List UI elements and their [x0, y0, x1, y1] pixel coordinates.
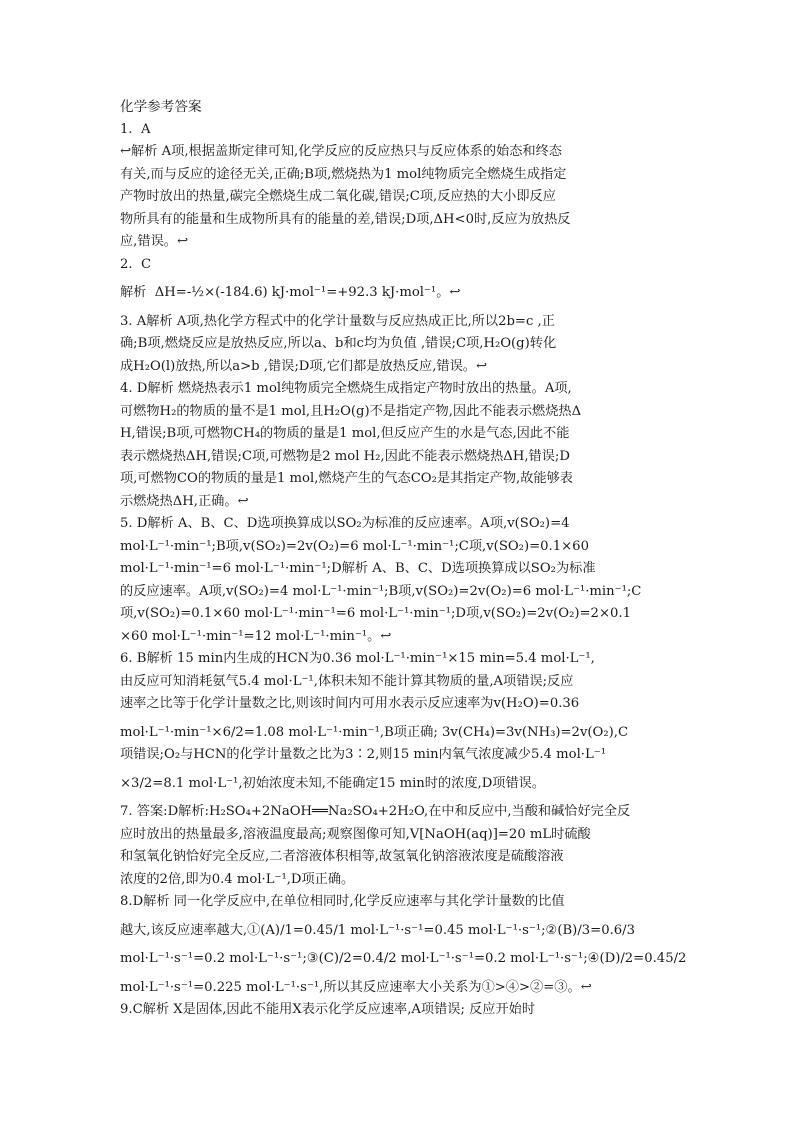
text-line: mol·L⁻¹·min⁻¹×6/2=1.08 mol·L⁻¹·min⁻¹,B项正确; 3v(CH₄)=3v(NH₃)=2v(O₂),C: [120, 724, 629, 740]
text-line: 表示燃烧热ΔH,错误;C项,可燃物是2 mol H₂,因此不能表示燃烧热ΔH,错误;D: [120, 448, 570, 464]
text-line: 解析 ΔH=-½×(-184.6) kJ·mol⁻¹=+92.3 kJ·mol⁻¹。↩: [120, 285, 461, 300]
text-line: 6. B解析 15 min内生成的HCN为0.36 mol·L⁻¹·min⁻¹×15 min=5.4 mol·L⁻¹,: [120, 651, 595, 666]
text-line: ↩解析 A项,根据盖斯定律可知,化学反应的反应热只与反应体系的始态和终态: [120, 144, 562, 159]
text-line: 浓度的2倍,即为0.4 mol·L⁻¹,D项正确。: [120, 871, 355, 887]
text-line: ×60 mol·L⁻¹·min⁻¹=12 mol·L⁻¹·min⁻¹。↩: [120, 628, 392, 644]
text-line: 速率之比等于化学计量数之比,则该时间内可用水表示反应速率为v(H₂O)=0.36: [120, 696, 580, 711]
text-line: 确;B项,燃烧反应是放热反应,所以a、b和c均为负值 ,错误;C项,H₂O(g)转化: [120, 336, 557, 351]
text-line: 应,错误。↩: [120, 234, 188, 249]
text-line: 4. D解析 燃烧热表示1 mol纯物质完全燃烧生成指定产物时放出的热量。A项,: [120, 381, 572, 396]
text-line: 2. C: [120, 256, 152, 272]
text-line: 项错误;O₂与HCN的化学计量数之比为3∶2,则15 min内氧气浓度减少5.4 mol·L⁻¹: [120, 747, 606, 762]
text-line: 7. 答案:D解析:H₂SO₄+2NaOH══Na₂SO₄+2H₂O,在中和反应中,当酸和碱恰好完全反: [120, 804, 631, 819]
doc-title: 化学参考答案: [120, 99, 202, 115]
text-line: H,错误;B项,可燃物CH₄的物质的量是1 mol,但反应产生的水是气态,因此不能: [120, 426, 570, 441]
text-line: 5. D解析 A、B、C、D选项换算成以SO₂为标准的反应速率。A项,v(SO₂)=4: [120, 516, 570, 531]
text-line: mol·L⁻¹·min⁻¹;B项,v(SO₂)=2v(O₂)=6 mol·L⁻¹·min⁻¹;C项,v(SO₂)=0.1×60: [120, 538, 589, 554]
text-line: 1. A: [120, 121, 151, 137]
text-line: 成H₂O(l)放热,所以a>b ,错误;D项,它们都是放热反应,错误。↩: [120, 358, 488, 374]
text-line: 的反应速率。A项,v(SO₂)=4 mol·L⁻¹·min⁻¹;B项,v(SO₂)=2v(O₂)=6 mol·L⁻¹·min⁻¹;C: [120, 583, 642, 599]
text-line: mol·L⁻¹·s⁻¹=0.2 mol·L⁻¹·s⁻¹;③(C)/2=0.4/2 mol·L⁻¹·s⁻¹=0.2 mol·L⁻¹·s⁻¹;④(D)/2=0.45/2: [120, 951, 687, 966]
text-line: 由反应可知消耗氨气5.4 mol·L⁻¹,体积未知不能计算其物质的量,A项错误;反应: [120, 673, 574, 689]
text-line: 越大,该反应速率越大,①(A)/1=0.45/1 mol·L⁻¹·s⁻¹=0.45 mol·L⁻¹·s⁻¹;②(B)/3=0.6/3: [120, 922, 636, 938]
text-line: 9.C解析 X是固体,因此不能用X表示化学反应速率,A项错误; 反应开始时: [120, 1002, 536, 1017]
text-line: 3. A解析 A项,热化学方程式中的化学计量数与反应热成正比,所以2b=c ,正: [120, 313, 555, 329]
text-line: 示燃烧热ΔH,正确。↩: [120, 493, 249, 509]
text-line: 可燃物H₂的物质的量不是1 mol,且H₂O(g)不是指定产物,因此不能表示燃烧热Δ: [120, 403, 582, 419]
text-line: ×3/2=8.1 mol·L⁻¹,初始浓度未知,不能确定15 min时的浓度,D项错误。: [120, 775, 546, 791]
text-line: 物所具有的能量和生成物所具有的能量的差,错误;D项,ΔH<0时,反应为放热反: [120, 211, 571, 227]
text-line: mol·L⁻¹·min⁻¹=6 mol·L⁻¹·min⁻¹;D解析 A、B、C、D选项换算成以SO₂为标准: [120, 561, 596, 576]
text-line: 项,可燃物CO的物质的量是1 mol,燃烧产生的气态CO₂是其指定产物,故能够表: [120, 471, 573, 486]
text-line: 项,v(SO₂)=0.1×60 mol·L⁻¹·min⁻¹=6 mol·L⁻¹·min⁻¹;D项,v(SO₂)=2v(O₂)=2×0.1: [120, 606, 631, 621]
text-line: 应时放出的热量最多,溶液温度最高;观察图像可知,V[NaOH(aq)]=20 mL时硫酸: [120, 826, 591, 842]
text-line: 产物时放出的热量,碳完全燃烧生成二氧化碳,错误;C项,反应热的大小即反应: [120, 189, 556, 204]
text-line: 8.D解析 同一化学反应中,在单位相同时,化学反应速率与其化学计量数的比值: [120, 894, 565, 909]
text-line: 和氢氧化钠恰好完全反应,二者溶液体积相等,故氢氧化钠溶液浓度是硫酸溶液: [120, 849, 564, 864]
text-line: 有关,而与反应的途径无关,正确;B项,燃烧热为1 mol纯物质完全燃烧生成指定: [120, 166, 567, 182]
answer-document: [120, 96, 687, 1022]
text-line: mol·L⁻¹·s⁻¹=0.225 mol·L⁻¹·s⁻¹,所以其反应速率大小关系为①>④>②=③。↩: [120, 979, 592, 995]
